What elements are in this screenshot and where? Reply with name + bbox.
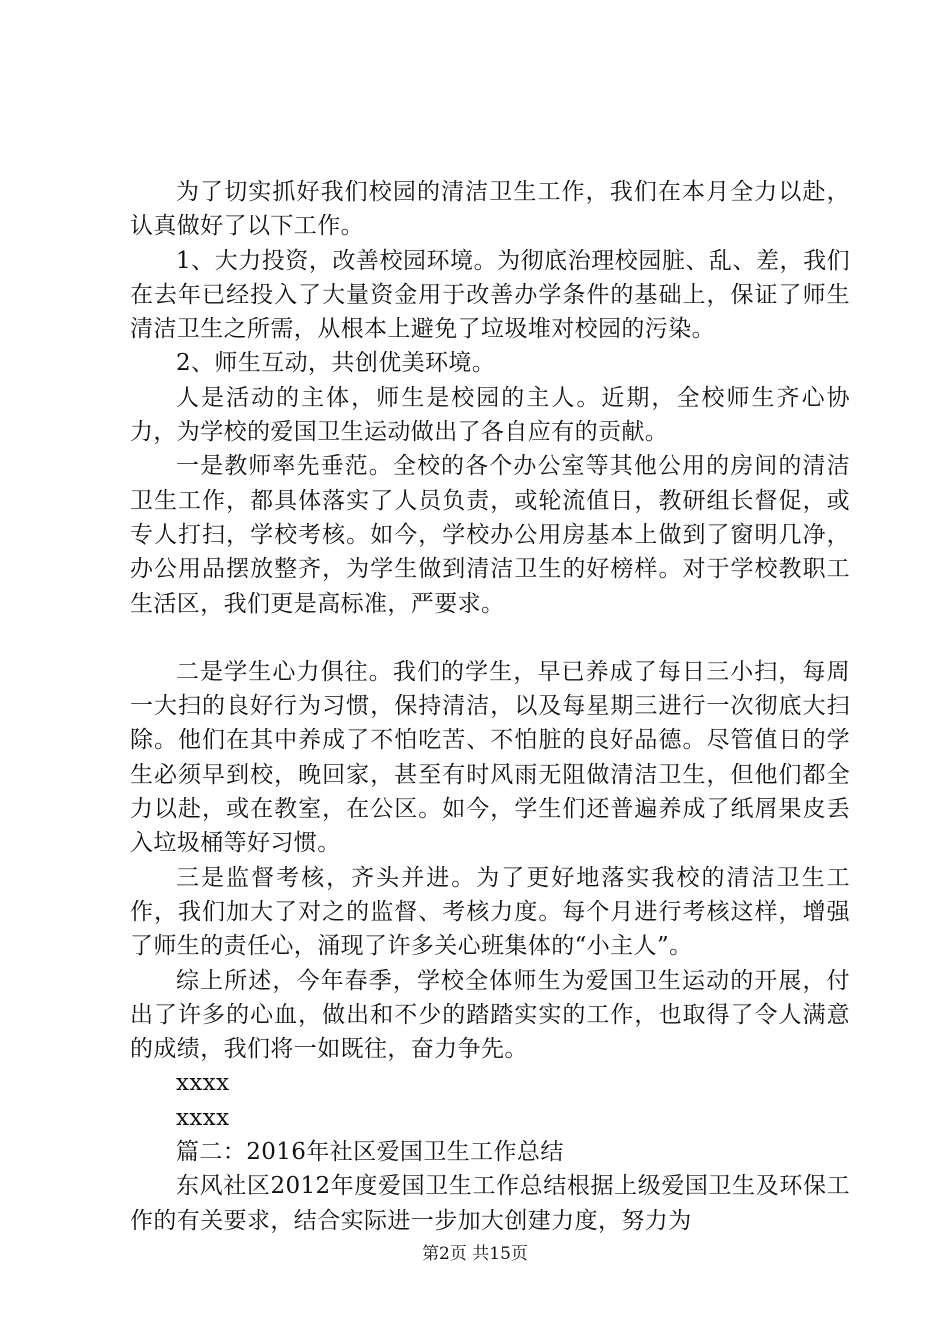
paragraph-item-1: 1、大力投资，改善校园环境。为彻底治理校园脏、乱、差，我们在去年已经投入了大量资金用于改善办学条件的基础上，保证了师生清洁卫生之所需，从根本上避免了垃圾堆对校园的污染。 [130,247,850,343]
paragraph-item-2: 2、师生互动，共创优美环境。 [176,350,496,377]
page-number-label: 第2页 共15页 [422,1244,528,1264]
paragraph-section-body: 东风社区2012年度爱国卫生工作总结根据上级爱国卫生及环保工作的有关要求，结合实际进一步加大创建力度，努力为 [130,1173,850,1234]
paragraph-students: 二是学生心力俱往。我们的学生，早已养成了每日三小扫，每周一大扫的良好行为习惯，保持清洁，以及每星期三进行一次彻底大扫除。他们在其中养成了不怕吃苦、不怕脏的良好品德。尽管值日的学生必须早到校，晚回家，甚至有时风雨无阻做清洁卫生，但他们都全力以赴，或在教室，在公区。如今，学生们还普遍养成了纸屑果皮丢入垃圾桶等好习惯。 [130,658,850,857]
paragraph-summary: 综上所述，今年春季，学校全体师生为爱国卫生运动的开展，付出了许多的心血，做出和不少的踏踏实实的工作，也取得了令人满意的成绩，我们将一如既往，奋力争先。 [130,967,850,1063]
page-footer [0,1242,950,1266]
paragraph-supervision: 三是监督考核，齐头并进。为了更好地落实我校的清洁卫生工作，我们加大了对之的监督、考核力度。每个月进行考核这样，增强了师生的责任心，涌现了许多关心班集体的“小主人”。 [130,864,850,960]
document-body [130,175,850,1238]
paragraph-signature-2: xxxx [176,1104,230,1131]
paragraph-intro: 为了切实抓好我们校园的清洁卫生工作，我们在本月全力以赴，认真做好了以下工作。 [130,179,850,240]
paragraph-people: 人是活动的主体，师生是校园的主人。近期，全校师生齐心协力，为学校的爱国卫生运动做出了各自应有的贡献。 [130,384,850,446]
paragraph-signature-1: xxxx [176,1070,230,1097]
paragraph-teachers: 一是教师率先垂范。全校的各个办公室等其他公用的房间的清洁卫生工作，都具体落实了人员负责，或轮流值日，教研组长督促，或专人打扫，学校考核。如今，学校办公用房基本上做到了窗明几净，办公用品摆放整齐，为学生做到清洁卫生的好榜样。对于学校教职工生活区，我们更是高标准，严要求。 [130,453,850,617]
paragraph-section-heading: 篇二：2016年社区爱国卫生工作总结 [176,1139,564,1166]
